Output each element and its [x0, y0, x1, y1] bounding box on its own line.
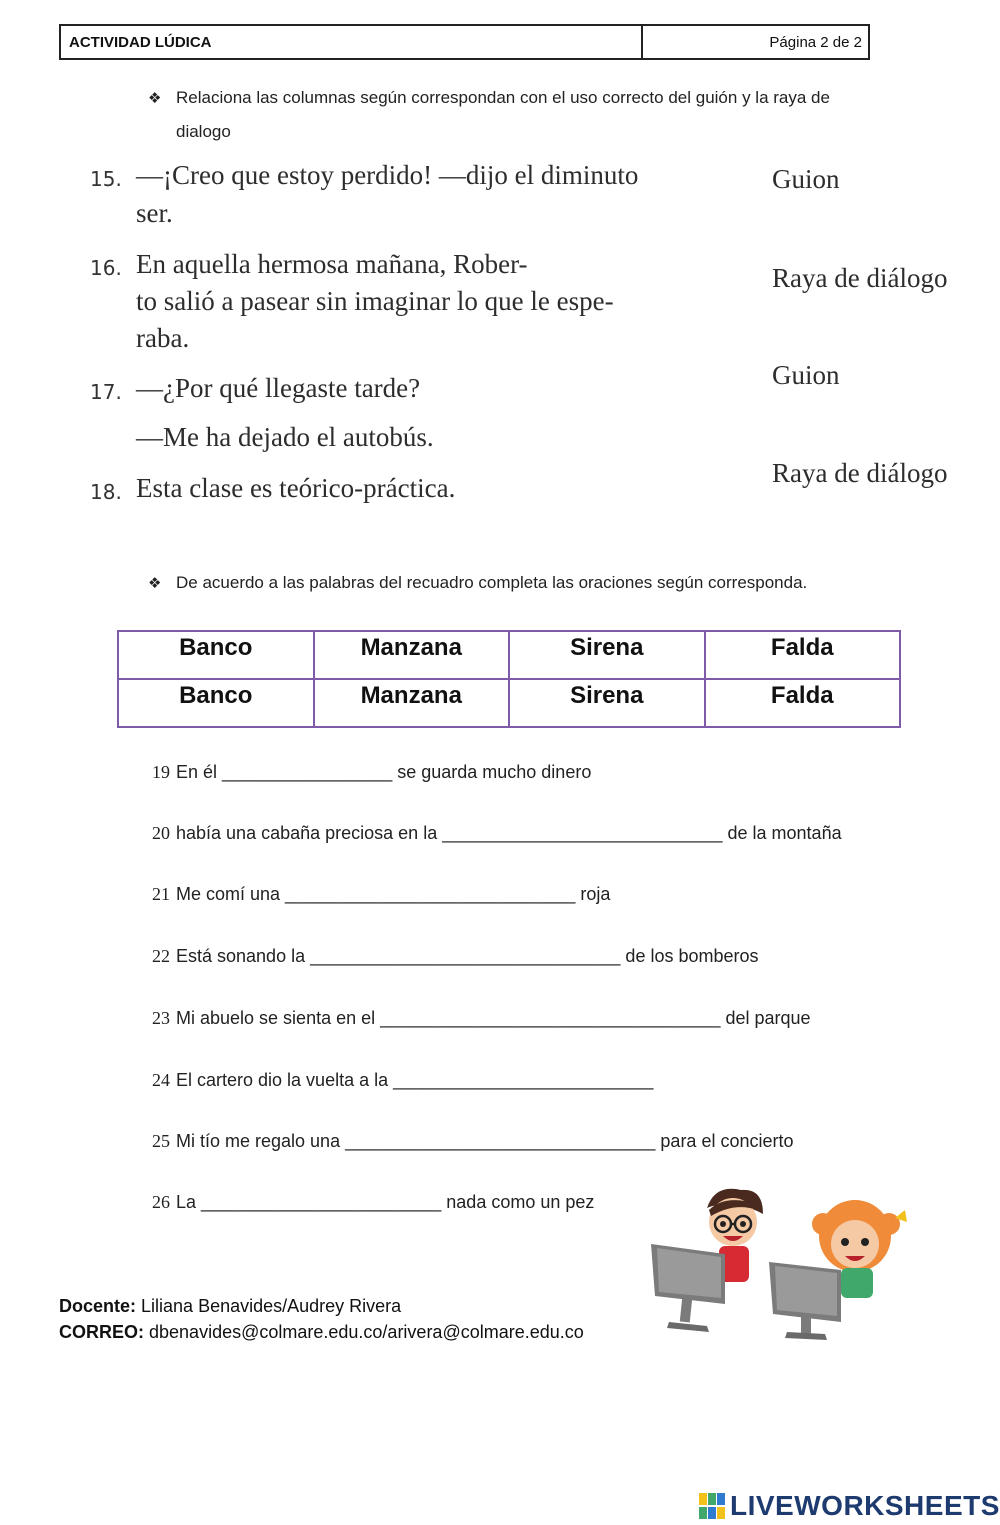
liveworksheets-brand[interactable]	[698, 1488, 1000, 1524]
teacher-label: Docente:	[59, 1296, 137, 1316]
word-cell: Falda	[705, 679, 901, 727]
computer-monitor-icon	[769, 1262, 841, 1340]
diamond-bullet-icon: ❖	[148, 90, 162, 107]
word-cell: Banco	[118, 679, 314, 727]
word-cell: Falda	[705, 631, 901, 679]
sentence-26[interactable]	[152, 1192, 594, 1213]
teacher-names: Liliana Benavides/Audrey Rivera	[141, 1296, 402, 1316]
sentence-number: 26	[152, 1192, 170, 1212]
sentence-text: La ________________________ nada como un pez	[176, 1192, 595, 1212]
sentence-22[interactable]	[152, 946, 759, 967]
sentence-text: Está sonando la _______________________________ de los bomberos	[176, 946, 759, 966]
option-guion[interactable]: Guion	[772, 360, 840, 390]
item-number: 17.	[90, 380, 122, 404]
sentence-number: 25	[152, 1131, 170, 1151]
computer-monitor-icon	[651, 1244, 725, 1332]
brand-name: LIVEWORKSHEETS	[730, 1490, 1000, 1521]
item-line: Esta clase es teórico-práctica.	[136, 473, 456, 503]
word-box-table	[117, 630, 901, 728]
sentence-number: 19	[152, 762, 170, 782]
sentence-number: 20	[152, 823, 170, 843]
item-line: raba.	[136, 323, 190, 353]
sentence-number: 21	[152, 884, 170, 904]
instruction-matching	[148, 81, 830, 148]
sentence-text: Mi abuelo se sienta en el __________________________________ del parque	[176, 1008, 811, 1028]
table-row	[118, 679, 900, 727]
word-cell: Sirena	[509, 631, 705, 679]
word-cell: Manzana	[314, 679, 510, 727]
item-line: to salió a pasear sin imaginar lo que le espe-	[136, 286, 614, 316]
item-number: 18.	[90, 480, 122, 504]
page-number: Página 2 de 2	[769, 33, 862, 51]
sentence-number: 22	[152, 946, 170, 966]
activity-title: ACTIVIDAD LÚDICA	[61, 26, 643, 58]
sentence-text: El cartero dio la vuelta a la __________________________	[176, 1070, 654, 1090]
sentence-text: Mi tío me regalo una _______________________________ para el concierto	[176, 1131, 794, 1151]
item-line: —¿Por qué llegaste tarde?	[136, 373, 421, 403]
item-line: ser.	[136, 198, 173, 228]
kids-computers-illustration	[645, 1180, 925, 1340]
instruction-line-1: Relaciona las columnas según correspondan con el uso correcto del guión y la raya de	[176, 88, 830, 107]
liveworksheets-logo-icon	[698, 1492, 726, 1520]
sentence-text: Me comí una _____________________________ roja	[176, 884, 611, 904]
item-number: 15.	[90, 167, 122, 191]
item-line: En aquella hermosa mañana, Rober-	[136, 249, 528, 279]
instruction-text: De acuerdo a las palabras del recuadro completa las oraciones según corresponda.	[176, 573, 808, 592]
sentence-number: 23	[152, 1008, 170, 1028]
diamond-bullet-icon: ❖	[148, 575, 162, 592]
sentence-20[interactable]	[152, 823, 842, 844]
item-line: —Me ha dejado el autobús.	[136, 422, 434, 452]
word-cell: Sirena	[509, 679, 705, 727]
table-row	[118, 631, 900, 679]
sentence-number: 24	[152, 1070, 170, 1090]
header-table	[59, 24, 870, 60]
sentence-text: había una cabaña preciosa en la ____________________________ de la montaña	[176, 823, 842, 843]
option-raya-dialogo[interactable]: Raya de diálogo	[772, 263, 948, 293]
email-label: CORREO:	[59, 1322, 144, 1342]
email-line	[59, 1322, 584, 1343]
sentence-19[interactable]	[152, 762, 591, 783]
word-cell: Banco	[118, 631, 314, 679]
instruction-line-2: dialogo	[176, 122, 231, 141]
sentence-23[interactable]	[152, 1008, 811, 1029]
sentence-25[interactable]	[152, 1131, 794, 1152]
instruction-complete	[148, 566, 807, 600]
sentence-24[interactable]	[152, 1070, 653, 1091]
email-addresses[interactable]: dbenavides@colmare.edu.co/arivera@colmare.edu.co	[149, 1322, 584, 1342]
item-number: 16.	[90, 256, 122, 280]
sentence-text: En él _________________ se guarda mucho dinero	[176, 762, 592, 782]
sentence-21[interactable]	[152, 884, 610, 905]
word-cell: Manzana	[314, 631, 510, 679]
teacher-line	[59, 1296, 401, 1317]
option-raya-dialogo[interactable]: Raya de diálogo	[772, 458, 948, 488]
option-guion[interactable]: Guion	[772, 164, 840, 194]
item-line: —¡Creo que estoy perdido! —dijo el diminuto	[136, 160, 639, 190]
